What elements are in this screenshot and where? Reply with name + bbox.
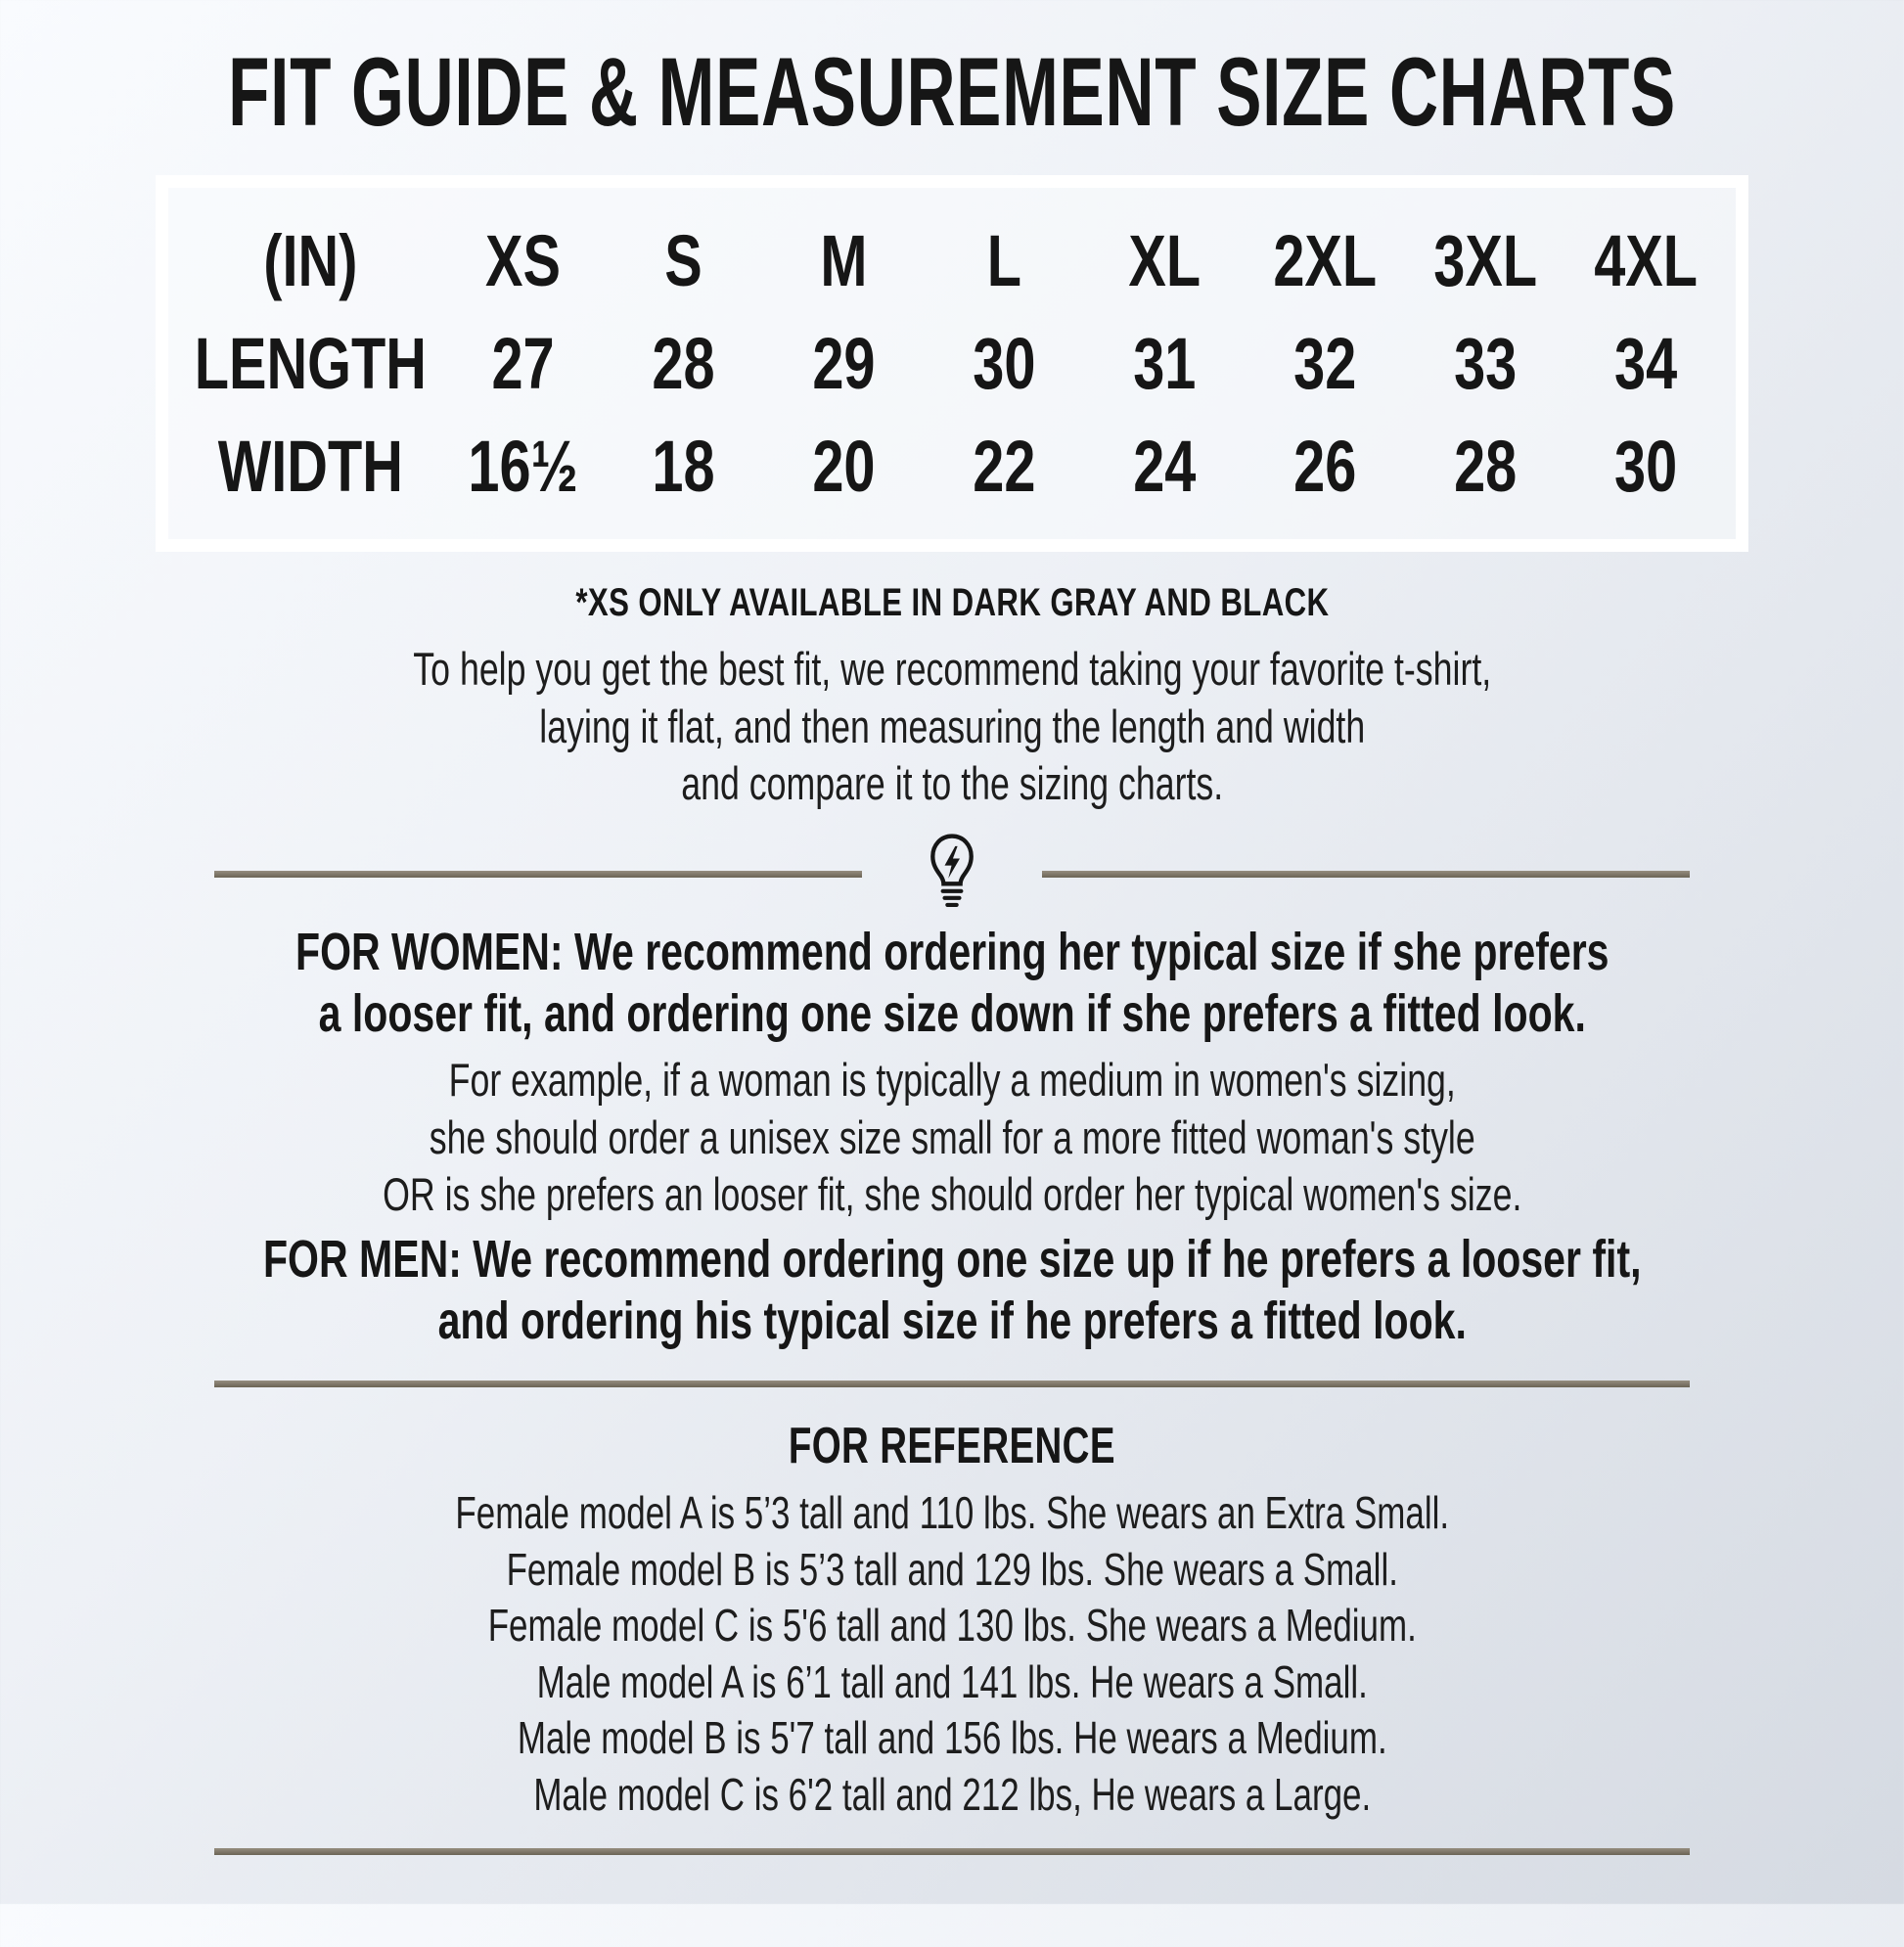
width-value: 22 [973, 426, 1036, 508]
width-value: 28 [1453, 426, 1518, 508]
women-example-line: For example, if a woman is typically a medium in women's sizing, [448, 1054, 1456, 1107]
for-men-recommendation [0, 1229, 1904, 1351]
length-value: 30 [973, 323, 1036, 405]
divider-line-left [214, 871, 862, 878]
xs-availability-note: *XS ONLY AVAILABLE IN DARK GRAY AND BLACK [574, 581, 1330, 625]
divider-line-right [1042, 871, 1690, 878]
lightbulb-bolt-icon [923, 832, 981, 916]
fit-help-line: laying it flat, and then measuring the length and width [539, 700, 1365, 752]
size-chart-box [156, 175, 1748, 552]
bottom-divider [214, 1848, 1690, 1855]
col-header-xs: XS [484, 220, 561, 301]
fit-help-paragraph [0, 641, 1904, 812]
col-header-3xl: 3XL [1433, 220, 1538, 301]
fit-help-line: To help you get the best fit, we recommend taking your favorite t-shirt, [413, 643, 1491, 696]
length-value: 29 [812, 323, 876, 405]
for-men-line: and ordering his typical size if he prefers a fitted look. [437, 1290, 1467, 1350]
reference-line: Female model C is 5'6 tall and 130 lbs. She wears a Medium. [487, 1600, 1417, 1652]
for-men-line: FOR MEN: We recommend ordering one size up if he prefers a looser fit, [262, 1230, 1642, 1290]
width-value: 24 [1133, 426, 1197, 508]
col-header-m: M [820, 220, 868, 301]
fit-help-line: and compare it to the sizing charts. [681, 756, 1223, 809]
row-label-length: LENGTH [194, 323, 427, 405]
col-header-xl: XL [1128, 220, 1201, 301]
size-chart-table [178, 209, 1726, 518]
col-header-2xl: 2XL [1273, 220, 1378, 301]
col-header-l: L [986, 220, 1021, 301]
col-header-4xl: 4XL [1594, 220, 1698, 301]
reference-line: Male model C is 6'2 tall and 212 lbs, He wears a Large. [533, 1768, 1371, 1820]
unit-label: (IN) [263, 220, 358, 301]
reference-list [0, 1485, 1904, 1823]
length-value: 33 [1453, 323, 1518, 405]
length-value: 34 [1613, 323, 1678, 405]
women-example-paragraph [0, 1052, 1904, 1223]
for-women-line: a looser fit, and ordering one size down if she prefers a fitted look. [318, 983, 1586, 1043]
reference-line: Female model B is 5’3 tall and 129 lbs. She wears a Small. [506, 1543, 1398, 1595]
section-divider [214, 1381, 1690, 1387]
width-value: 16½ [468, 426, 578, 508]
length-value: 27 [491, 323, 555, 405]
row-label-width: WIDTH [217, 426, 403, 508]
for-women-recommendation [0, 922, 1904, 1044]
reference-line: Male model A is 6’1 tall and 141 lbs. He wears a Small. [536, 1655, 1368, 1707]
length-value: 31 [1133, 323, 1197, 405]
length-value: 28 [652, 323, 715, 405]
for-women-line: FOR WOMEN: We recommend ordering her typical size if she prefers [295, 923, 1609, 982]
women-example-line: she should order a unisex size small for a more fitted woman's style [429, 1110, 1475, 1163]
width-value: 18 [652, 426, 715, 508]
reference-line: Female model A is 5’3 tall and 110 lbs. She wears an Extra Small. [455, 1487, 1449, 1539]
page-title: FIT GUIDE & MEASUREMENT SIZE CHARTS [228, 37, 1676, 146]
width-value: 26 [1293, 426, 1357, 508]
width-value: 20 [812, 426, 876, 508]
reference-heading: FOR REFERENCE [788, 1418, 1116, 1475]
col-header-s: S [664, 220, 703, 301]
width-value: 30 [1613, 426, 1678, 508]
fit-guide-page [0, 37, 1904, 1855]
reference-line: Male model B is 5'7 tall and 156 lbs. He wears a Medium. [517, 1712, 1387, 1764]
women-example-line: OR is she prefers an looser fit, she should order her typical women's size. [382, 1167, 1522, 1220]
divider-with-icon [214, 832, 1690, 916]
length-value: 32 [1293, 323, 1357, 405]
